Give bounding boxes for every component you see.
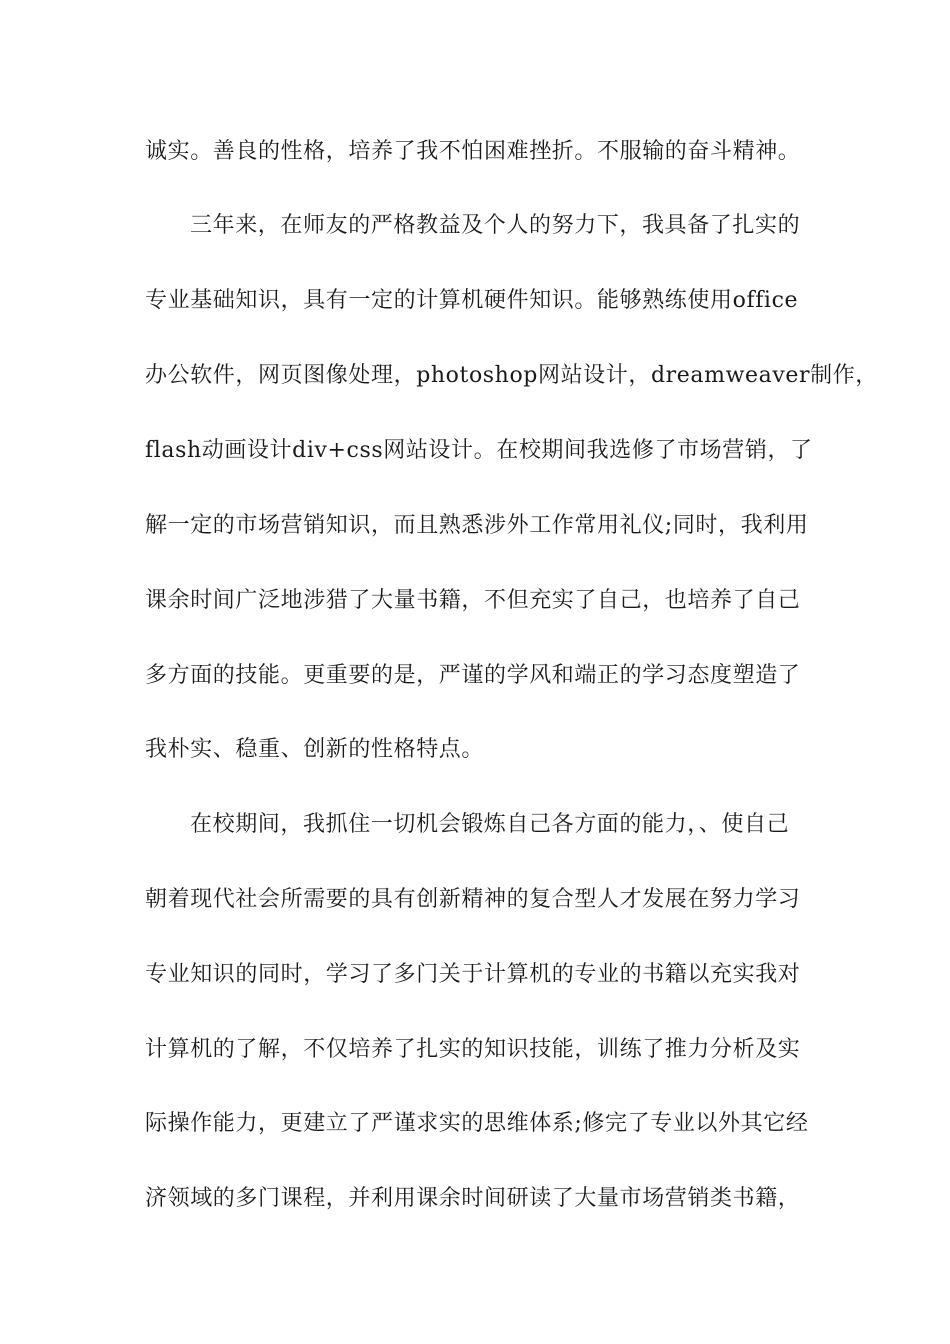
text-line: flash动画设计div+css网站设计。在校期间我选修了市场营销，了: [145, 438, 813, 463]
paragraph-start-line: 三年来，在师友的严格教益及个人的努力下，我具备了扎实的: [190, 213, 801, 238]
text-line: 我朴实、稳重、创新的性格特点。: [145, 737, 485, 762]
text-line: 办公软件，网页图像处理，photoshop网站设计，dreamweaver制作，: [145, 363, 878, 388]
paragraph-start-line: 在校期间，我抓住一切机会锻炼自己各方面的能力，、使自己: [190, 812, 790, 837]
text-line: 解一定的市场营销知识，而且熟悉涉外工作常用礼仪;同时，我利用: [145, 513, 809, 538]
text-line: 际操作能力，更建立了严谨求实的思维体系;修完了专业以外其它经: [145, 1111, 809, 1136]
text-line: 诚实。善良的性格，培养了我不怕困难挫折。不服输的奋斗精神。: [145, 139, 801, 164]
text-line: 课余时间广泛地涉猎了大量书籍，不但充实了自己，也培养了自己: [145, 588, 801, 613]
text-line: 计算机的了解，不仅培养了扎实的知识技能，训练了推力分析及实: [145, 1037, 801, 1062]
text-line: 朝着现代社会所需要的具有创新精神的复合型人才发展在努力学习: [145, 887, 801, 912]
text-line: 专业基础知识，具有一定的计算机硬件知识。能够熟练使用office: [145, 288, 799, 313]
text-line: 专业知识的同时，学习了多门关于计算机的专业的书籍以充实我对: [145, 962, 801, 987]
text-line: 济领域的多门课程，并利用课余时间研读了大量市场营销类书籍，: [145, 1186, 801, 1211]
text-line: 多方面的技能。更重要的是，严谨的学风和端正的学习态度塑造了: [145, 663, 801, 688]
